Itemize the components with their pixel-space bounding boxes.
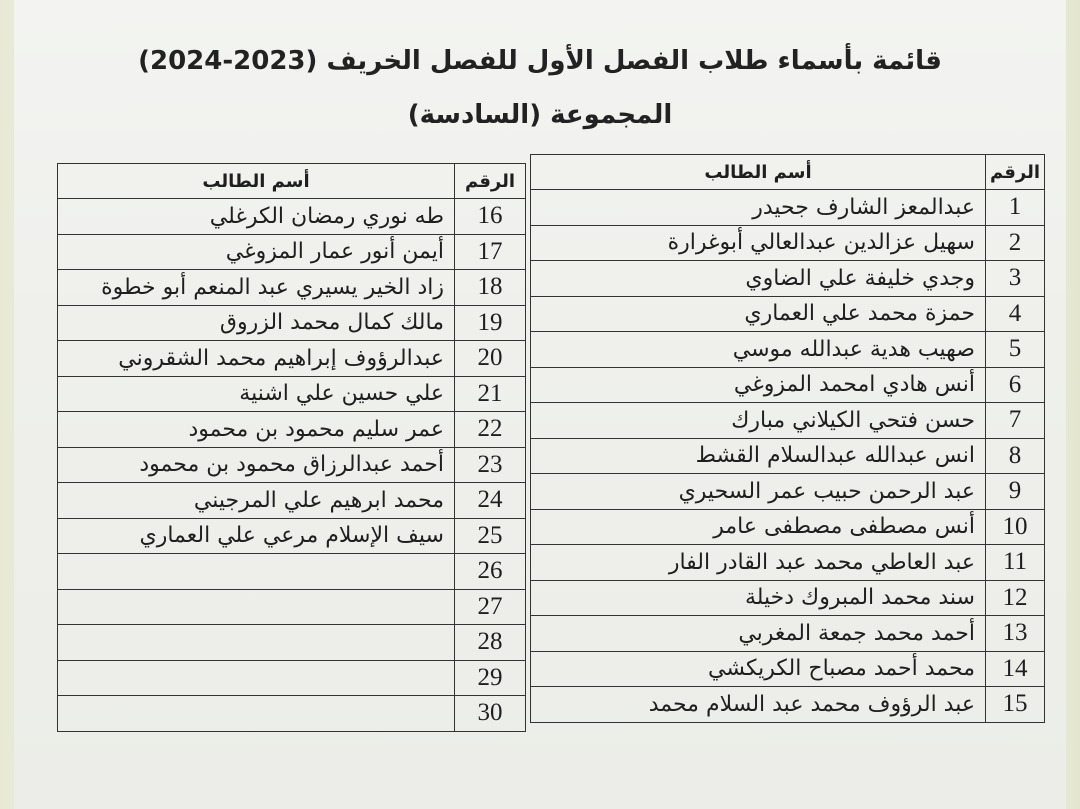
table-header-row [58,164,526,199]
student-name: عبد الرؤوف محمد عبد السلام محمد [531,687,986,723]
table-row [531,332,1045,368]
table-row [531,545,1045,581]
table-row [58,376,526,412]
table-row [531,225,1045,261]
table-row [58,660,526,696]
table-row [531,438,1045,474]
student-name [58,660,455,696]
table-row [531,687,1045,723]
table-row [58,199,526,235]
student-name: محمد أحمد مصباح الكريكشي [531,651,986,687]
student-number: 8 [986,438,1045,474]
name-column-header: أسم الطالب [531,155,986,190]
table-row [531,296,1045,332]
table-row [58,234,526,270]
student-name: أنس مصطفى مصطفى عامر [531,509,986,545]
table-row [531,403,1045,439]
student-number: 2 [986,225,1045,261]
student-name: صهيب هدية عبدالله موسي [531,332,986,368]
student-number: 4 [986,296,1045,332]
table-row [58,447,526,483]
student-number: 26 [455,554,526,590]
group-subtitle: المجموعة (السادسة) [407,100,673,130]
student-name: علي حسين علي اشنية [58,376,455,412]
table-row [58,483,526,519]
table-row [531,367,1045,403]
table-row [58,696,526,732]
document-title: قائمة بأسماء طلاب الفصل الأول للفصل الخريف (2023-2024) [138,46,942,76]
name-column-header: أسم الطالب [58,164,455,199]
student-number: 23 [455,447,526,483]
student-number: 29 [455,660,526,696]
table-row [531,616,1045,652]
student-number: 13 [986,616,1045,652]
student-number: 17 [455,234,526,270]
student-number: 19 [455,305,526,341]
student-number: 1 [986,190,1045,226]
student-number: 5 [986,332,1045,368]
student-name: مالك كمال محمد الزروق [58,305,455,341]
table-row [531,474,1045,510]
table-row [58,554,526,590]
table-row [531,509,1045,545]
students-table-left [57,163,526,732]
student-name: سند محمد المبروك دخيلة [531,580,986,616]
number-column-header: الرقم [986,155,1045,190]
table-row [531,651,1045,687]
table-header-row [531,155,1045,190]
student-name: انس عبدالله عبدالسلام القشط [531,438,986,474]
student-number: 7 [986,403,1045,439]
table-row [58,270,526,306]
student-name: عبدالمعز الشارف جحيدر [531,190,986,226]
student-number: 14 [986,651,1045,687]
students-table-right [530,154,1045,723]
student-name [58,625,455,661]
student-number: 3 [986,261,1045,297]
student-name: أحمد عبدالرزاق محمود بن محمود [58,447,455,483]
table-row [58,625,526,661]
student-name: سهيل عزالدين عبدالعالي أبوغرارة [531,225,986,261]
table-row [58,412,526,448]
student-name: أحمد محمد جمعة المغربي [531,616,986,652]
table-row [58,518,526,554]
table-row [58,341,526,377]
student-name: حمزة محمد علي العماري [531,296,986,332]
student-number: 6 [986,367,1045,403]
student-name: سيف الإسلام مرعي علي العماري [58,518,455,554]
student-name [58,554,455,590]
student-number: 20 [455,341,526,377]
student-name: زاد الخير يسيري عبد المنعم أبو خطوة [58,270,455,306]
student-number: 18 [455,270,526,306]
student-number: 15 [986,687,1045,723]
student-name: محمد ابرهيم علي المرجيني [58,483,455,519]
student-number: 10 [986,509,1045,545]
table-row [531,580,1045,616]
student-name [58,696,455,732]
table-row [531,190,1045,226]
student-number: 12 [986,580,1045,616]
student-number: 16 [455,199,526,235]
student-name: عبد الرحمن حبيب عمر السحيري [531,474,986,510]
table-row [58,305,526,341]
student-name: وجدي خليفة علي الضاوي [531,261,986,297]
student-number: 25 [455,518,526,554]
student-number: 30 [455,696,526,732]
student-number: 28 [455,625,526,661]
student-number: 11 [986,545,1045,581]
student-name [58,589,455,625]
student-number: 27 [455,589,526,625]
student-name: حسن فتحي الكيلاني مبارك [531,403,986,439]
student-number: 22 [455,412,526,448]
student-name: عبد العاطي محمد عبد القادر الفار [531,545,986,581]
student-name: عبدالرؤوف إبراهيم محمد الشقروني [58,341,455,377]
table-row [531,261,1045,297]
student-number: 21 [455,376,526,412]
student-number: 9 [986,474,1045,510]
table-row [58,589,526,625]
student-name: طه نوري رمضان الكرغلي [58,199,455,235]
student-name: عمر سليم محمود بن محمود [58,412,455,448]
number-column-header: الرقم [455,164,526,199]
student-name: أيمن أنور عمار المزوغي [58,234,455,270]
student-number: 24 [455,483,526,519]
student-name: أنس هادي امحمد المزوغي [531,367,986,403]
